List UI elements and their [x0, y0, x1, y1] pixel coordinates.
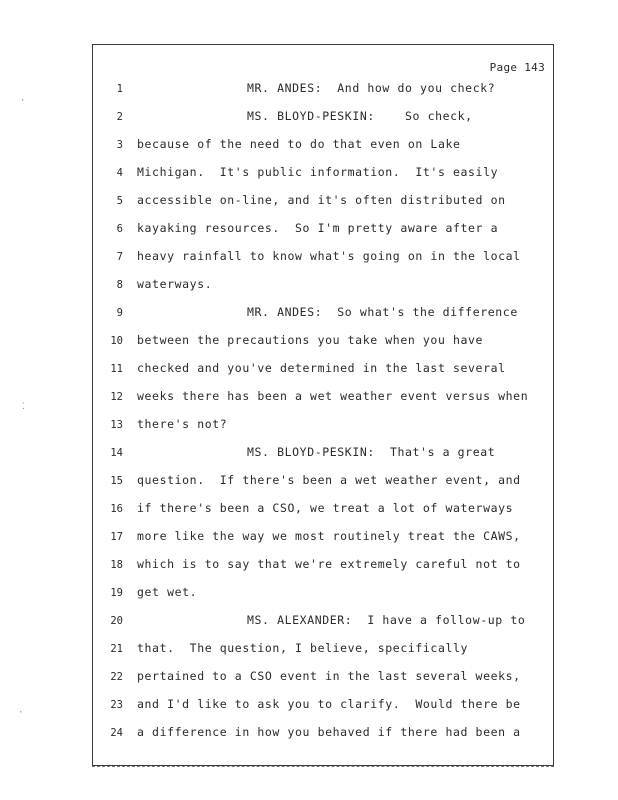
transcript-line — [93, 333, 553, 353]
line-text: heavy rainfall to know what's going on in the local — [137, 249, 521, 263]
line-text: checked and you've determined in the last several — [137, 361, 506, 375]
transcript-line — [93, 725, 553, 745]
line-number: 22 — [110, 671, 123, 683]
line-text: Michigan. It's public information. It's easily — [137, 165, 499, 179]
line-number: 20 — [110, 615, 123, 627]
transcript-line — [93, 501, 553, 521]
transcript-page — [92, 44, 554, 766]
line-number: 8 — [116, 279, 123, 291]
line-number: 16 — [110, 503, 123, 515]
bottom-rule — [92, 766, 554, 767]
transcript-line — [93, 277, 553, 297]
line-number: 1 — [116, 83, 123, 95]
transcript-line — [93, 137, 553, 157]
line-text: because of the need to do that even on Lake — [137, 137, 461, 151]
scan-speck: · — [18, 708, 24, 718]
transcript-line — [93, 585, 553, 605]
transcript-line — [93, 165, 553, 185]
line-number: 9 — [116, 307, 123, 319]
line-text: if there's been a CSO, we treat a lot of waterways — [137, 501, 514, 515]
line-number: 23 — [110, 699, 123, 711]
line-text: that. The question, I believe, specifically — [137, 641, 469, 655]
line-number: 2 — [116, 111, 123, 123]
speaker-line-text: MS. BLOYD-PESKIN: That's a great — [247, 445, 496, 459]
line-number: 12 — [110, 391, 123, 403]
line-text: between the precautions you take when you have — [137, 333, 484, 347]
transcript-line — [93, 445, 553, 465]
transcript-line — [93, 417, 553, 437]
transcript-line — [93, 389, 553, 409]
line-number: 13 — [110, 419, 123, 431]
line-number: 11 — [110, 363, 123, 375]
line-text: accessible on-line, and it's often distributed on — [137, 193, 506, 207]
transcript-line — [93, 249, 553, 269]
line-number: 6 — [116, 223, 123, 235]
line-text: a difference in how you behaved if there had been a — [137, 725, 521, 739]
transcript-line — [93, 669, 553, 689]
line-text: get wet. — [137, 585, 198, 599]
line-number: 3 — [116, 139, 123, 151]
line-text: there's not? — [137, 417, 228, 431]
line-number: 19 — [110, 587, 123, 599]
speaker-line-text: MR. ANDES: And how do you check? — [247, 81, 496, 95]
line-text: kayaking resources. So I'm pretty aware after a — [137, 221, 499, 235]
transcript-line — [93, 529, 553, 549]
speaker-line-text: MS. ALEXANDER: I have a follow-up to — [247, 613, 526, 627]
transcript-line — [93, 193, 553, 213]
transcript-line — [93, 641, 553, 661]
line-number: 15 — [110, 475, 123, 487]
line-number: 21 — [110, 643, 123, 655]
line-number: 24 — [110, 727, 123, 739]
scan-speck: · — [20, 96, 26, 106]
line-number: 10 — [110, 335, 123, 347]
line-text: weeks there has been a wet weather event versus when — [137, 389, 529, 403]
line-number: 17 — [110, 531, 123, 543]
transcript-line — [93, 81, 553, 101]
transcript-line — [93, 221, 553, 241]
speaker-line-text: MR. ANDES: So what's the difference — [247, 305, 518, 319]
transcript-line — [93, 697, 553, 717]
scan-speck: ⁚ — [22, 402, 25, 412]
line-number: 5 — [116, 195, 123, 207]
line-number: 4 — [116, 167, 123, 179]
line-text: question. If there's been a wet weather event, and — [137, 473, 521, 487]
transcript-line — [93, 557, 553, 577]
transcript-line — [93, 109, 553, 129]
page-number: Page 143 — [489, 61, 545, 74]
transcript-line — [93, 613, 553, 633]
line-text: more like the way we most routinely treat the CAWS, — [137, 529, 521, 543]
line-text: and I'd like to ask you to clarify. Would there be — [137, 697, 521, 711]
line-number: 18 — [110, 559, 123, 571]
transcript-line — [93, 361, 553, 381]
transcript-line — [93, 473, 553, 493]
line-text: pertained to a CSO event in the last several weeks, — [137, 669, 521, 683]
line-text: which is to say that we're extremely careful not to — [137, 557, 521, 571]
speaker-line-text: MS. BLOYD-PESKIN: So check, — [247, 109, 473, 123]
line-number: 14 — [110, 447, 123, 459]
transcript-line — [93, 305, 553, 325]
line-text: waterways. — [137, 277, 213, 291]
line-number: 7 — [116, 251, 123, 263]
